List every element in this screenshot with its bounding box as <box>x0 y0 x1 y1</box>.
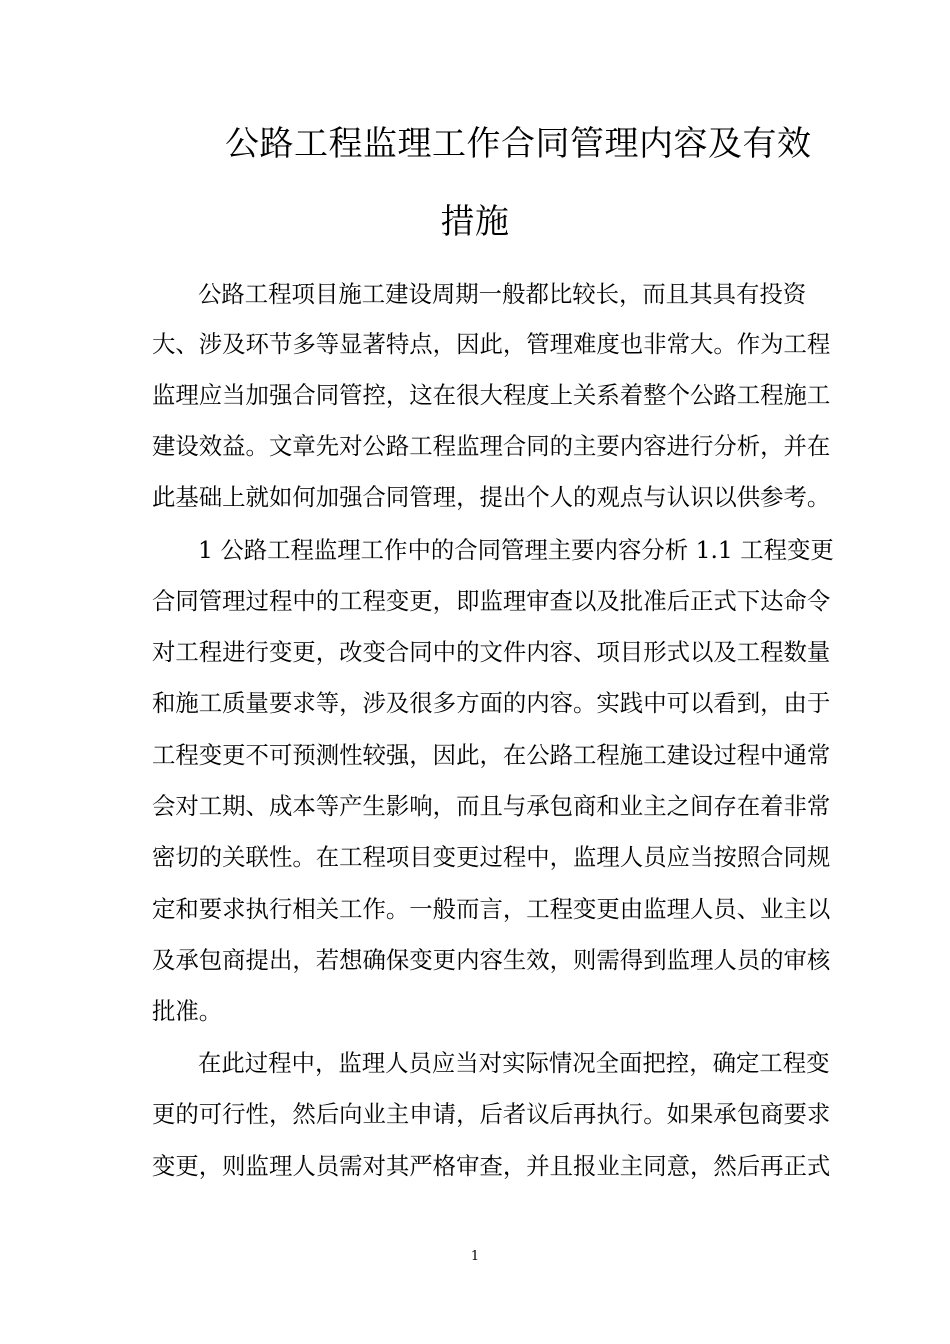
paragraph-line: 密切的关联性。在工程项目变更过程中，监理人员应当按照合同规 <box>152 843 831 871</box>
paragraph-line: 批准。 <box>152 997 223 1025</box>
paragraph-line: 及承包商提出，若想确保变更内容生效，则需得到监理人员的审核 <box>152 946 831 974</box>
paragraph-line: 大、涉及环节多等显著特点，因此，管理难度也非常大。作为工程 <box>152 330 831 358</box>
paragraph-line: 工程变更不可预测性较强，因此，在公路工程施工建设过程中通常 <box>152 741 831 769</box>
paragraph-line: 和施工质量要求等，涉及很多方面的内容。实践中可以看到，由于 <box>152 689 831 717</box>
section-title: 公路工程监理工作中的合同管理主要内容分析 <box>220 536 689 564</box>
paragraph-line: 在此过程中，监理人员应当对实际情况全面把控，确定工程变 <box>198 1049 830 1077</box>
section-number: 1 <box>198 536 213 564</box>
paragraph-line: 监理应当加强合同管控，这在很大程度上关系着整个公路工程施工 <box>152 381 831 409</box>
paragraph-line: 会对工期、成本等产生影响，而且与承包商和业主之间存在着非常 <box>152 792 831 820</box>
paragraph-line: 合同管理过程中的工程变更，即监理审查以及批准后正式下达命令 <box>152 587 831 615</box>
subsection-number: 1.1 <box>695 536 733 564</box>
document-title-line-1: 公路工程监理工作合同管理内容及有效 <box>225 124 812 164</box>
paragraph-line: 变更，则监理人员需对其严格审查，并且报业主同意，然后再正式 <box>152 1152 831 1180</box>
page-number: 1 <box>470 1249 480 1264</box>
paragraph-line: 公路工程项目施工建设周期一般都比较长，而且其具有投资 <box>198 280 807 308</box>
document-title-line-2: 措施 <box>440 202 510 242</box>
paragraph-line: 此基础上就如何加强合同管理，提出个人的观点与认识以供参考。 <box>152 483 831 511</box>
paragraph-line: 对工程进行变更，改变合同中的文件内容、项目形式以及工程数量 <box>152 638 831 666</box>
paragraph-line: 建设效益。文章先对公路工程监理合同的主要内容进行分析，并在 <box>152 432 831 460</box>
paragraph-line: 定和要求执行相关工作。一般而言，工程变更由监理人员、业主以 <box>152 895 831 923</box>
subsection-title: 工程变更 <box>740 536 834 564</box>
section-heading-line <box>198 535 848 565</box>
paragraph-line: 更的可行性，然后向业主申请，后者议后再执行。如果承包商要求 <box>152 1100 831 1128</box>
